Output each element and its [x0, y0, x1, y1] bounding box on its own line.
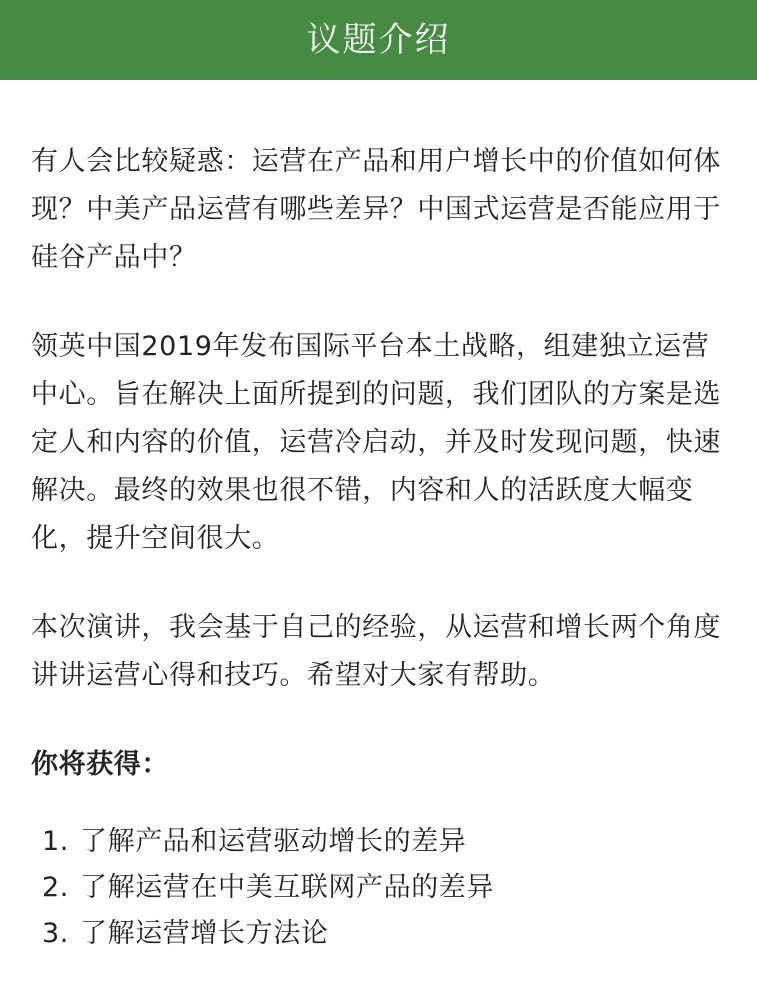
article-body: [31, 138, 731, 957]
strategy-paragraph: 领英中国2019年发布国际平台本土战略，组建独立运营中心。旨在解决上面所提到的问题，我们团队的方案是选定人和内容的价值，运营冷启动，并及时发现问题，快速解决。最终的效果也很不错，内容和人的活跃度大幅变化，提升空间很大。: [31, 331, 721, 554]
benefits-heading: 你将获得：: [31, 749, 169, 780]
benefits-list: [31, 819, 731, 957]
list-item: [31, 819, 731, 865]
talk-paragraph: 本次演讲，我会基于自己的经验，从运营和增长两个角度讲讲运营心得和技巧。希望对大家有帮助。: [31, 612, 721, 691]
list-item-number: 1.: [42, 826, 69, 857]
intro-paragraph: 有人会比较疑惑：运营在产品和用户增长中的价值如何体现？中美产品运营有哪些差异？中国式运营是否能应用于硅谷产品中？: [31, 146, 721, 273]
list-item-text: 了解产品和运营驱动增长的差异: [80, 826, 467, 857]
page-title: 议题介绍: [306, 20, 451, 60]
list-item-text: 了解运营增长方法论: [80, 918, 329, 949]
list-item: [31, 865, 731, 911]
list-item: [31, 911, 731, 957]
list-item-number: 2.: [42, 872, 69, 903]
list-item-number: 3.: [42, 918, 69, 949]
header-bar: [0, 0, 757, 80]
list-item-text: 了解运营在中美互联网产品的差异: [80, 872, 494, 903]
